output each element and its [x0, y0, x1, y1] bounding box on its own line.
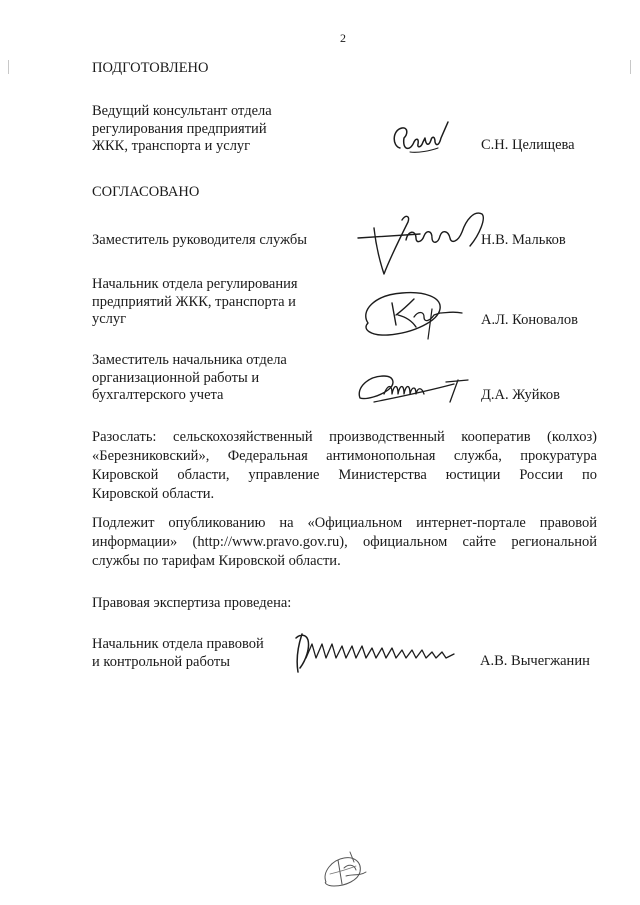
signer-name: Н.В. Мальков: [481, 232, 566, 248]
distribution-line: Кировской области.: [92, 486, 215, 502]
distribution-line: Разослать: сельскохозяйственный производственный кооператив (колхоз): [92, 429, 597, 445]
position-line: и контрольной работы: [92, 653, 230, 670]
position-line: Ведущий консультант отдела: [92, 103, 272, 119]
signer-name: А.Л. Коновалов: [481, 312, 578, 328]
position-line: Заместитель руководителя службы: [92, 232, 308, 248]
signature-zhuikov: [354, 368, 474, 410]
signer-position: [92, 232, 307, 250]
position-line: Начальник отдела правовой: [92, 636, 264, 652]
publication-line: информации» (http://www.pravo.gov.ru), официальном сайте региональной: [92, 534, 597, 550]
distribution-line: «Березниковский», Федеральная антимонопольная служба, прокуратура: [92, 448, 597, 464]
signature-konovalov: [358, 283, 468, 343]
position-line: регулирования предприятий: [92, 120, 267, 137]
position-line: Начальник отдела регулирования: [92, 276, 298, 292]
position-line: предприятий ЖКК, транспорта и: [92, 293, 296, 310]
publication-note: [92, 514, 597, 571]
position-line: ЖКК, транспорта и услуг: [92, 138, 251, 154]
legal-review-position: [92, 636, 264, 671]
prepared-position: [92, 103, 272, 156]
signer-position: [92, 276, 298, 329]
signer-name: Д.А. Жуйков: [481, 387, 560, 403]
signature-tselishcheva: [388, 116, 458, 162]
agreed-heading: СОГЛАСОВАНО: [92, 184, 200, 200]
position-line: бухгалтерского учета: [92, 387, 224, 403]
publication-line: Подлежит опубликованию на «Официальном интернет-портале правовой: [92, 515, 597, 531]
position-line: услуг: [92, 311, 127, 327]
publication-line: службы по тарифам Кировской области.: [92, 553, 341, 569]
signature-malkov: [350, 200, 490, 280]
prepared-heading: ПОДГОТОВЛЕНО: [92, 60, 209, 76]
legal-review-name: А.В. Вычегжанин: [480, 653, 590, 669]
position-line: Заместитель начальника отдела: [92, 352, 287, 368]
position-line: организационной работы и: [92, 369, 260, 386]
signature-vychegzhanin: [288, 628, 460, 676]
signer-position: [92, 352, 287, 405]
distribution-list: [92, 428, 597, 504]
legal-review-statement: Правовая экспертиза проведена:: [92, 595, 292, 611]
page-number: 2: [340, 31, 346, 45]
prepared-name: С.Н. Целищева: [481, 137, 575, 153]
distribution-line: Кировской области, управление Министерства юстиции России по: [92, 467, 597, 483]
scan-edge-mark: [630, 60, 631, 74]
scan-edge-mark: [8, 60, 9, 74]
approval-initials-mark: [316, 846, 376, 894]
